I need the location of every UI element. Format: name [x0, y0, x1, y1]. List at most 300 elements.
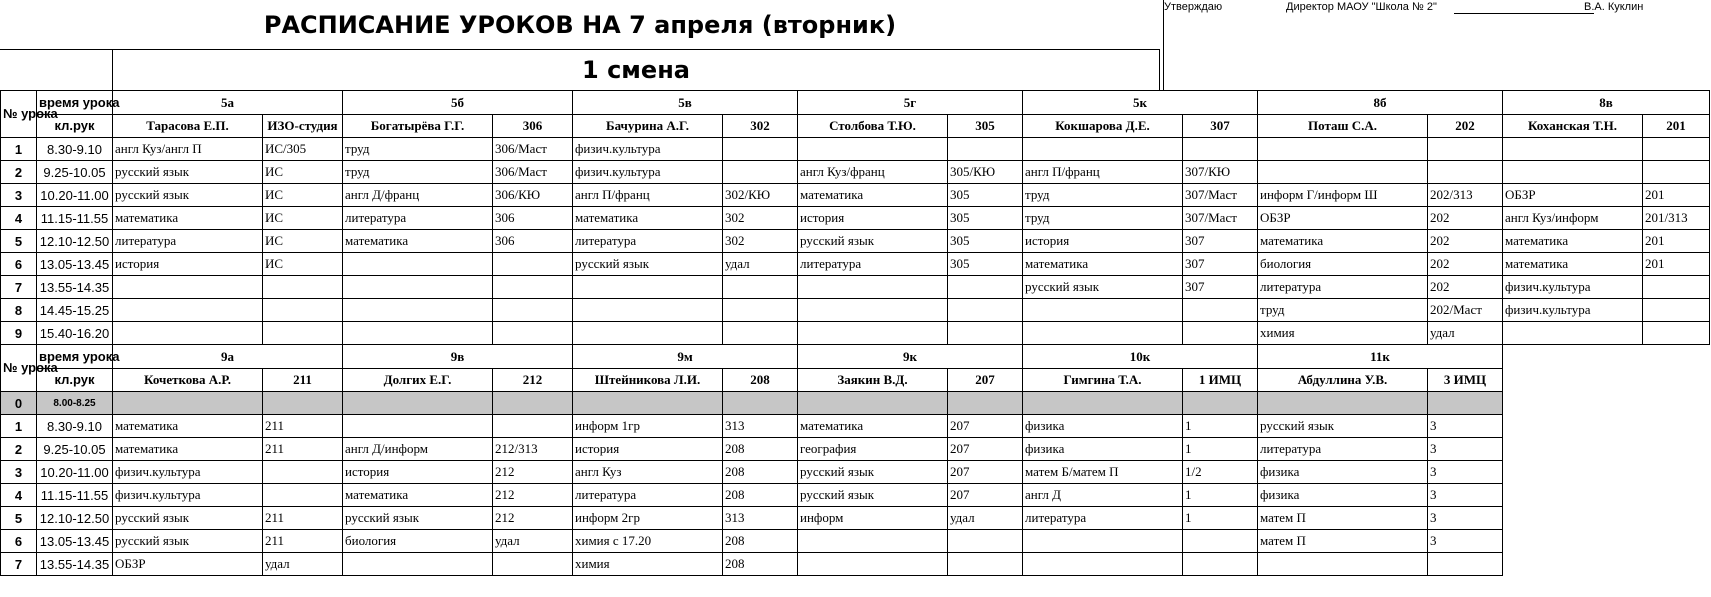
room-cell — [948, 299, 1023, 322]
lesson-time: 10.20-11.00 — [37, 184, 113, 207]
room-cell — [493, 299, 573, 322]
subject-cell: ОБЗР — [1258, 207, 1428, 230]
lesson-time: 13.05-13.45 — [37, 530, 113, 553]
subject-cell: математика — [1023, 253, 1183, 276]
lesson-cell — [1258, 392, 1428, 415]
lesson-cell — [723, 392, 798, 415]
room-cell: 202 — [1428, 253, 1503, 276]
empty-cell — [1503, 484, 1710, 507]
header-divider — [1163, 0, 1164, 90]
lesson-number: 9 — [1, 322, 37, 345]
room-cell: 306/Маст — [493, 161, 573, 184]
empty-cell — [1503, 461, 1710, 484]
room-cell: 3 — [1428, 415, 1503, 438]
room-cell: 202 — [1428, 276, 1503, 299]
room-cell: 202 — [1428, 207, 1503, 230]
homeroom-room: 212 — [493, 369, 573, 392]
class-header-9м: 9м — [573, 345, 798, 369]
room-cell — [263, 299, 343, 322]
class-header-9а: 9а — [113, 345, 343, 369]
room-cell: 202 — [1428, 230, 1503, 253]
room-cell: 306/Маст — [493, 138, 573, 161]
class-header-9к: 9к — [798, 345, 1023, 369]
room-cell: 211 — [263, 415, 343, 438]
room-cell: 3 — [1428, 438, 1503, 461]
room-cell: ИС — [263, 253, 343, 276]
director-name: В.А. Куклин — [1584, 1, 1644, 13]
room-cell — [948, 322, 1023, 345]
subject-cell — [1023, 299, 1183, 322]
subject-cell: география — [798, 438, 948, 461]
homeroom-room: ИЗО-студия — [263, 115, 343, 138]
homeroom-room: 208 — [723, 369, 798, 392]
subject-cell: история — [1023, 230, 1183, 253]
subject-cell — [343, 322, 493, 345]
lesson-time-header: время урока — [37, 91, 113, 115]
subject-cell: химия — [1258, 322, 1428, 345]
subject-cell: математика — [1503, 230, 1643, 253]
subject-cell: русский язык — [798, 230, 948, 253]
empty-cell — [1503, 392, 1710, 415]
homeroom-room: 202 — [1428, 115, 1503, 138]
subject-cell: информ Г/информ Ш — [1258, 184, 1428, 207]
lesson-number-header: № урока — [1, 91, 37, 138]
subject-cell: англ Д/информ — [343, 438, 493, 461]
homeroom-room: 3 ИМЦ — [1428, 369, 1503, 392]
room-cell: 1 — [1183, 507, 1258, 530]
class-header-8б: 8б — [1258, 91, 1503, 115]
room-cell — [263, 276, 343, 299]
room-cell — [948, 138, 1023, 161]
homeroom-teacher: Коханская Т.Н. — [1503, 115, 1643, 138]
room-cell — [723, 322, 798, 345]
room-cell: удал — [723, 253, 798, 276]
room-cell: 211 — [263, 530, 343, 553]
room-cell — [1183, 322, 1258, 345]
room-cell: 208 — [723, 530, 798, 553]
subject-cell: литература — [1258, 438, 1428, 461]
lesson-number: 3 — [1, 184, 37, 207]
lesson-cell — [343, 392, 493, 415]
subject-cell: матем П — [1258, 507, 1428, 530]
room-cell: 207 — [948, 461, 1023, 484]
room-cell: 305 — [948, 253, 1023, 276]
lesson-number: 4 — [1, 207, 37, 230]
homeroom-teacher: Столбова Т.Ю. — [798, 115, 948, 138]
subject-cell: русский язык — [1258, 415, 1428, 438]
subject-cell — [798, 299, 948, 322]
lesson-cell — [263, 392, 343, 415]
room-cell — [493, 253, 573, 276]
empty-cell — [1503, 507, 1710, 530]
subject-cell: труд — [343, 161, 493, 184]
director-position: Директор МАОУ "Школа № 2" — [1286, 1, 1437, 13]
room-cell: ИС — [263, 184, 343, 207]
lesson-time: 10.20-11.00 — [37, 461, 113, 484]
subject-cell: труд — [1258, 299, 1428, 322]
room-cell — [1643, 138, 1710, 161]
room-cell: 3 — [1428, 461, 1503, 484]
lesson-cell — [1183, 392, 1258, 415]
room-cell: удал — [493, 530, 573, 553]
room-cell: 313 — [723, 507, 798, 530]
subject-cell — [1023, 553, 1183, 576]
subject-cell: история — [343, 461, 493, 484]
room-cell: 313 — [723, 415, 798, 438]
homeroom-teacher: Бачурина А.Г. — [573, 115, 723, 138]
room-cell: 305 — [948, 184, 1023, 207]
room-cell: 307 — [1183, 253, 1258, 276]
subject-cell: англ Куз/информ — [1503, 207, 1643, 230]
lesson-number: 8 — [1, 299, 37, 322]
lesson-number: 1 — [1, 138, 37, 161]
lesson-number: 1 — [1, 415, 37, 438]
subject-cell: история — [573, 438, 723, 461]
room-cell: 1 — [1183, 415, 1258, 438]
subject-cell: литература — [573, 484, 723, 507]
subject-cell: ОБЗР — [113, 553, 263, 576]
room-cell — [263, 484, 343, 507]
room-cell: 307/Маст — [1183, 184, 1258, 207]
subject-cell: русский язык — [1023, 276, 1183, 299]
room-cell: ИС — [263, 207, 343, 230]
subject-cell: литература — [573, 230, 723, 253]
subject-cell — [113, 276, 263, 299]
lesson-number: 2 — [1, 438, 37, 461]
subject-cell — [798, 553, 948, 576]
room-cell — [723, 276, 798, 299]
room-cell — [1428, 553, 1503, 576]
lesson-number: 7 — [1, 276, 37, 299]
empty-cell — [1503, 438, 1710, 461]
room-cell: 305/КЮ — [948, 161, 1023, 184]
lesson-number-header: № урока — [1, 345, 37, 392]
subject-cell: литература — [1258, 276, 1428, 299]
homeroom-room: 1 ИМЦ — [1183, 369, 1258, 392]
lesson-number: 6 — [1, 530, 37, 553]
room-cell: 307 — [1183, 276, 1258, 299]
subject-cell: математика — [343, 484, 493, 507]
lesson-time: 12.10-12.50 — [37, 507, 113, 530]
lesson-time: 11.15-11.55 — [37, 207, 113, 230]
lesson-time: 13.55-14.35 — [37, 553, 113, 576]
subject-cell: математика — [798, 184, 948, 207]
homeroom-teacher: Кочеткова А.Р. — [113, 369, 263, 392]
subject-cell: русский язык — [113, 530, 263, 553]
subject-cell: русский язык — [113, 161, 263, 184]
subject-cell — [343, 299, 493, 322]
subject-cell: русский язык — [798, 484, 948, 507]
subject-cell: физика — [1023, 438, 1183, 461]
lesson-time: 8.30-9.10 — [37, 415, 113, 438]
room-cell: 207 — [948, 438, 1023, 461]
homeroom-room: 306 — [493, 115, 573, 138]
subject-cell — [1258, 138, 1428, 161]
room-cell — [723, 299, 798, 322]
homeroom-room: 305 — [948, 115, 1023, 138]
room-cell — [493, 415, 573, 438]
lesson-time: 13.55-14.35 — [37, 276, 113, 299]
room-cell — [493, 276, 573, 299]
room-cell: 202/Маст — [1428, 299, 1503, 322]
lesson-cell — [1428, 392, 1503, 415]
room-cell: 208 — [723, 438, 798, 461]
homeroom-teacher: Поташ С.А. — [1258, 115, 1428, 138]
room-cell — [263, 461, 343, 484]
lesson-cell — [113, 392, 263, 415]
class-header-8в: 8в — [1503, 91, 1710, 115]
room-cell — [1183, 530, 1258, 553]
subject-cell — [1503, 322, 1643, 345]
subject-cell: физика — [1258, 461, 1428, 484]
room-cell: 211 — [263, 438, 343, 461]
room-cell — [493, 553, 573, 576]
empty-cell — [1503, 369, 1710, 392]
subject-cell — [798, 138, 948, 161]
approve-label: Утверждаю — [1164, 1, 1223, 13]
subject-cell — [343, 415, 493, 438]
lesson-number: 4 — [1, 484, 37, 507]
room-cell: удал — [948, 507, 1023, 530]
room-cell: 1/2 — [1183, 461, 1258, 484]
room-cell: 1 — [1183, 438, 1258, 461]
room-cell: 207 — [948, 415, 1023, 438]
empty-cell — [1503, 415, 1710, 438]
homeroom-teacher: Абдуллина У.В. — [1258, 369, 1428, 392]
subject-cell — [1023, 138, 1183, 161]
subject-cell — [343, 276, 493, 299]
subject-cell — [113, 322, 263, 345]
subject-cell — [343, 553, 493, 576]
homeroom-teacher: Гимгина Т.А. — [1023, 369, 1183, 392]
lesson-time: 14.45-15.25 — [37, 299, 113, 322]
subject-cell: физика — [1023, 415, 1183, 438]
homeroom-teacher: Кокшарова Д.Е. — [1023, 115, 1183, 138]
subject-cell: физич.культура — [573, 161, 723, 184]
room-cell: 208 — [723, 484, 798, 507]
subject-cell: история — [798, 207, 948, 230]
lesson-number: 5 — [1, 507, 37, 530]
subject-cell: информ — [798, 507, 948, 530]
subject-cell: англ Куз — [573, 461, 723, 484]
subject-cell: физич.культура — [113, 461, 263, 484]
subject-cell: физика — [1258, 484, 1428, 507]
lesson-number: 6 — [1, 253, 37, 276]
room-cell: 207 — [948, 484, 1023, 507]
subject-cell: математика — [798, 415, 948, 438]
room-cell: 1 — [1183, 484, 1258, 507]
room-cell: 302/КЮ — [723, 184, 798, 207]
homeroom-teacher: Заякин В.Д. — [798, 369, 948, 392]
room-cell — [1428, 161, 1503, 184]
subject-cell — [1258, 553, 1428, 576]
subject-cell: англ Д — [1023, 484, 1183, 507]
subject-cell — [798, 322, 948, 345]
subject-cell: химия — [573, 553, 723, 576]
class-header-5в: 5в — [573, 91, 798, 115]
subject-cell: матем Б/матем П — [1023, 461, 1183, 484]
homeroom-room: 201 — [1643, 115, 1710, 138]
room-cell: 306/КЮ — [493, 184, 573, 207]
room-cell — [948, 276, 1023, 299]
subject-cell: литература — [1023, 507, 1183, 530]
room-cell: 305 — [948, 207, 1023, 230]
subject-cell — [798, 530, 948, 553]
room-cell — [1643, 322, 1710, 345]
lesson-cell — [493, 392, 573, 415]
room-cell: ИС — [263, 230, 343, 253]
empty-cell — [1503, 345, 1710, 369]
lesson-cell — [1023, 392, 1183, 415]
subject-cell — [113, 299, 263, 322]
room-cell — [1183, 138, 1258, 161]
lesson-cell — [798, 392, 948, 415]
subject-cell: англ П/франц — [1023, 161, 1183, 184]
homeroom-label: кл.рук — [37, 115, 113, 138]
room-cell: 302 — [723, 230, 798, 253]
homeroom-room: 307 — [1183, 115, 1258, 138]
signature-line — [1454, 1, 1594, 14]
class-header-5к: 5к — [1023, 91, 1258, 115]
schedule-table — [0, 90, 1710, 576]
lesson-time: 13.05-13.45 — [37, 253, 113, 276]
shift-title: 1 смена — [112, 50, 1160, 90]
subject-cell: русский язык — [113, 507, 263, 530]
room-cell: 208 — [723, 553, 798, 576]
subject-cell: труд — [1023, 184, 1183, 207]
subject-cell: математика — [113, 438, 263, 461]
room-cell — [948, 530, 1023, 553]
lesson-time-header: время урока — [37, 345, 113, 369]
empty-cell — [1503, 553, 1710, 576]
subject-cell: литература — [343, 207, 493, 230]
room-cell — [723, 161, 798, 184]
room-cell — [1643, 276, 1710, 299]
room-cell: 306 — [493, 207, 573, 230]
subject-cell: ОБЗР — [1503, 184, 1643, 207]
room-cell: 211 — [263, 507, 343, 530]
subject-cell: биология — [1258, 253, 1428, 276]
room-cell: 3 — [1428, 530, 1503, 553]
room-cell: 307/Маст — [1183, 207, 1258, 230]
subject-cell: матем П — [1258, 530, 1428, 553]
subject-cell: информ 2гр — [573, 507, 723, 530]
subject-cell: физич.культура — [1503, 276, 1643, 299]
subject-cell: литература — [798, 253, 948, 276]
room-cell — [493, 322, 573, 345]
class-header-10к: 10к — [1023, 345, 1258, 369]
lesson-number: 0 — [1, 392, 37, 415]
class-header-11к: 11к — [1258, 345, 1503, 369]
room-cell: 302 — [723, 207, 798, 230]
room-cell: ИС/305 — [263, 138, 343, 161]
subject-cell: математика — [343, 230, 493, 253]
room-cell — [1183, 553, 1258, 576]
room-cell — [263, 322, 343, 345]
room-cell — [1643, 299, 1710, 322]
page-title: РАСПИСАНИЕ УРОКОВ НА 7 апреля (вторник) — [0, 0, 1160, 50]
empty-cell — [1503, 530, 1710, 553]
subject-cell: русский язык — [343, 507, 493, 530]
subject-cell: математика — [113, 415, 263, 438]
room-cell: 307 — [1183, 230, 1258, 253]
room-cell — [1643, 161, 1710, 184]
subject-cell: физич.культура — [113, 484, 263, 507]
subject-cell: литература — [113, 230, 263, 253]
subject-cell: англ Куз/франц — [798, 161, 948, 184]
homeroom-room: 207 — [948, 369, 1023, 392]
subject-cell: русский язык — [798, 461, 948, 484]
subject-cell: англ Куз/англ П — [113, 138, 263, 161]
room-cell: 307/КЮ — [1183, 161, 1258, 184]
subject-cell: математика — [1503, 253, 1643, 276]
subject-cell: химия с 17.20 — [573, 530, 723, 553]
lesson-time: 11.15-11.55 — [37, 484, 113, 507]
class-header-5а: 5а — [113, 91, 343, 115]
subject-cell — [1503, 161, 1643, 184]
lesson-time: 9.25-10.05 — [37, 161, 113, 184]
subject-cell — [573, 299, 723, 322]
room-cell — [1183, 299, 1258, 322]
room-cell — [948, 553, 1023, 576]
room-cell: ИС — [263, 161, 343, 184]
subject-cell: история — [113, 253, 263, 276]
homeroom-label: кл.рук — [37, 369, 113, 392]
lesson-number: 7 — [1, 553, 37, 576]
subject-cell — [343, 253, 493, 276]
subject-cell: русский язык — [113, 184, 263, 207]
subject-cell: физич.культура — [1503, 299, 1643, 322]
subject-cell: труд — [1023, 207, 1183, 230]
lesson-number: 5 — [1, 230, 37, 253]
room-cell: 212/313 — [493, 438, 573, 461]
lesson-cell — [948, 392, 1023, 415]
subject-cell: математика — [1258, 230, 1428, 253]
subject-cell: биология — [343, 530, 493, 553]
subject-cell — [1023, 530, 1183, 553]
lesson-time: 9.25-10.05 — [37, 438, 113, 461]
homeroom-teacher: Тарасова Е.П. — [113, 115, 263, 138]
room-cell: удал — [263, 553, 343, 576]
subject-cell — [798, 276, 948, 299]
class-header-5г: 5г — [798, 91, 1023, 115]
room-cell: 3 — [1428, 507, 1503, 530]
room-cell: 306 — [493, 230, 573, 253]
room-cell: 212 — [493, 507, 573, 530]
homeroom-teacher: Богатырёва Г.Г. — [343, 115, 493, 138]
lesson-time: 12.10-12.50 — [37, 230, 113, 253]
room-cell: 212 — [493, 484, 573, 507]
subject-cell: физич.культура — [573, 138, 723, 161]
class-header-5б: 5б — [343, 91, 573, 115]
room-cell: 201 — [1643, 230, 1710, 253]
subject-cell: математика — [573, 207, 723, 230]
subject-cell: англ Д/франц — [343, 184, 493, 207]
room-cell: 201/313 — [1643, 207, 1710, 230]
class-header-9в: 9в — [343, 345, 573, 369]
room-cell — [723, 138, 798, 161]
subject-cell — [1023, 322, 1183, 345]
subject-cell: русский язык — [573, 253, 723, 276]
lesson-number: 3 — [1, 461, 37, 484]
subject-cell: англ П/франц — [573, 184, 723, 207]
room-cell: 208 — [723, 461, 798, 484]
subject-cell: труд — [343, 138, 493, 161]
homeroom-room: 302 — [723, 115, 798, 138]
subject-cell: информ 1гр — [573, 415, 723, 438]
subject-cell — [573, 322, 723, 345]
subject-cell: математика — [113, 207, 263, 230]
